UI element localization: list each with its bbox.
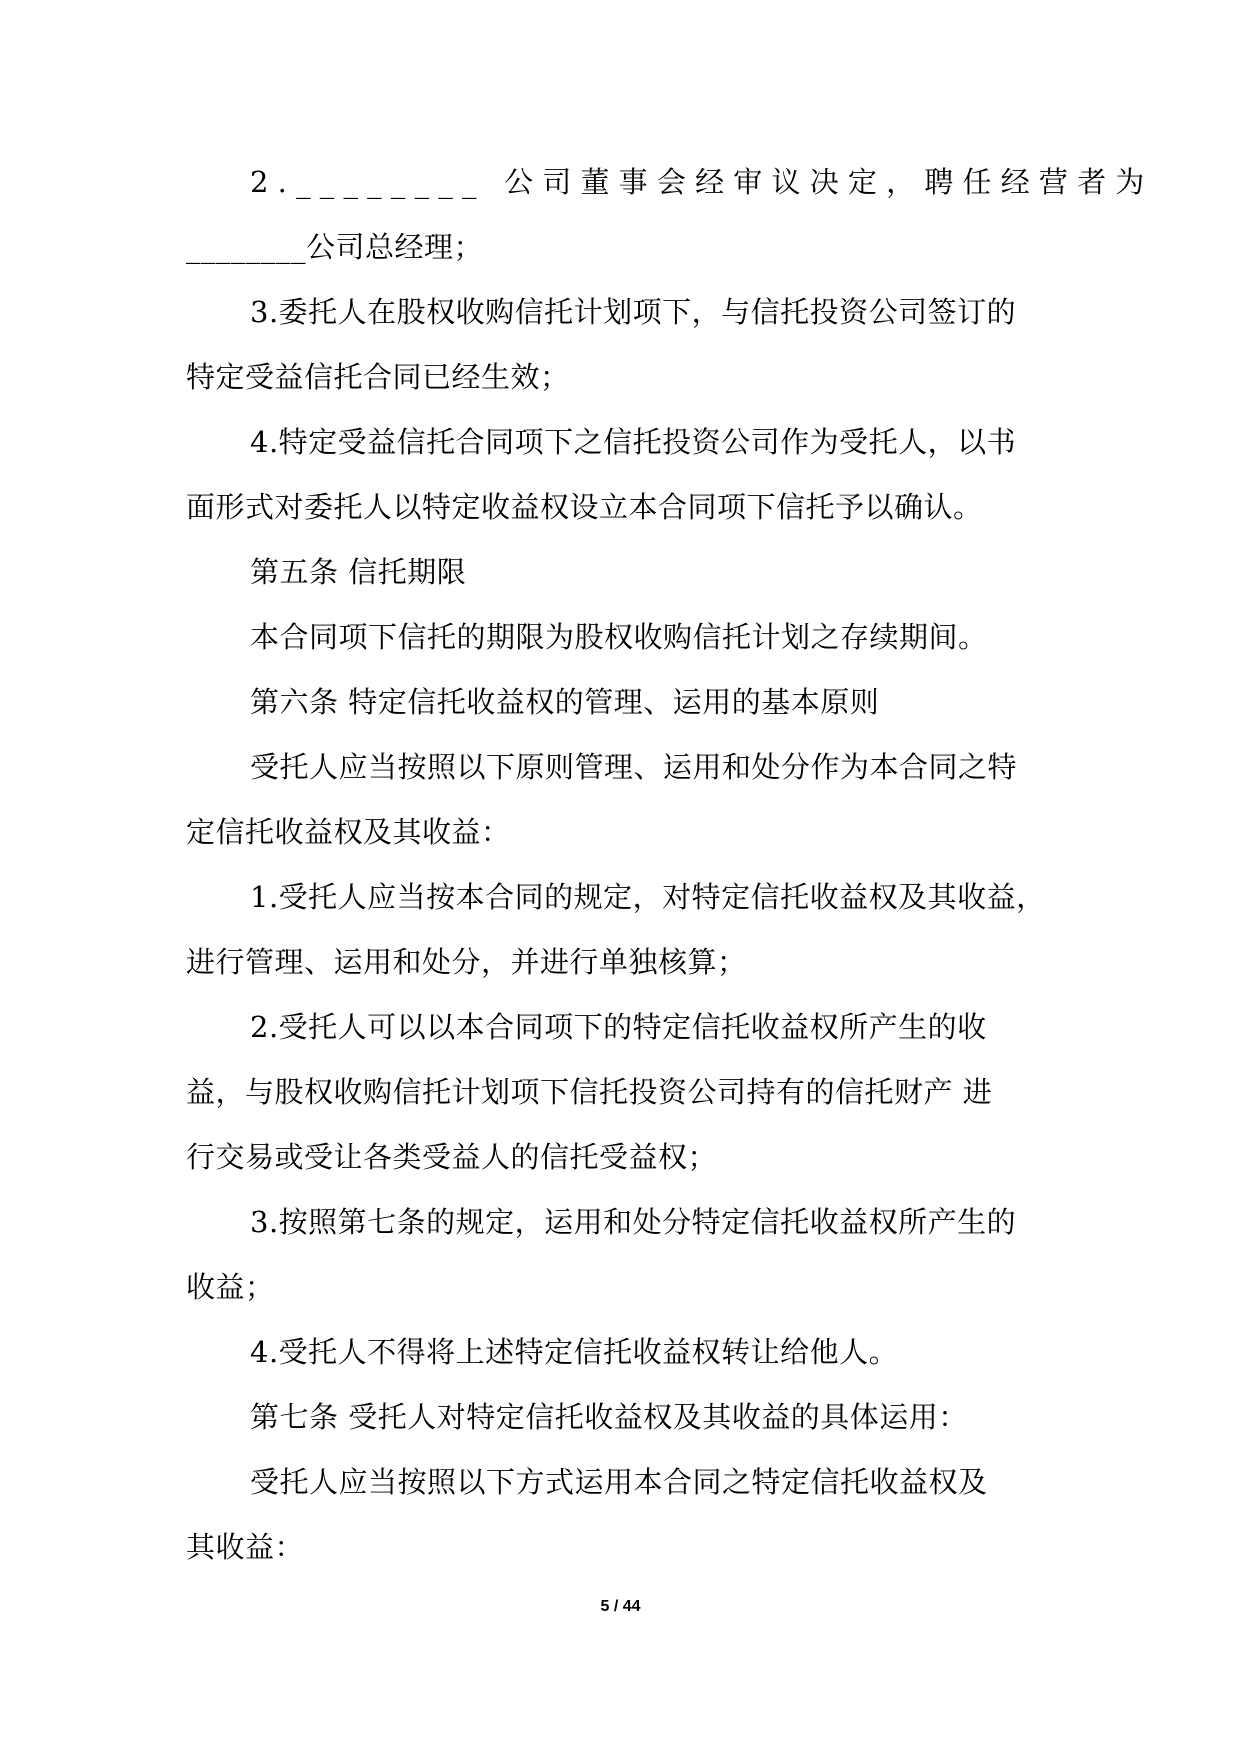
text-line: 3.委托人在股权收购信托计划项下，与信托投资公司签订的 bbox=[250, 295, 1017, 329]
text-line: 4.特定受益信托合同项下之信托投资公司作为受托人，以书 bbox=[250, 425, 1017, 459]
text-line: 定信托收益权及其收益： bbox=[186, 815, 511, 849]
text-line: 益，与股权收购信托计划项下信托投资公司持有的信托财产 进 bbox=[186, 1075, 993, 1109]
text-line: 受托人应当按照以下原则管理、运用和处分作为本合同之特 bbox=[250, 750, 1018, 784]
section-heading: 第六条 特定信托收益权的管理、运用的基本原则 bbox=[250, 685, 880, 719]
text-line: 1.受托人应当按本合同的规定，对特定信托收益权及其收益， bbox=[250, 880, 1046, 914]
document-body bbox=[186, 150, 1154, 1580]
text-line: 进行管理、运用和处分，并进行单独核算； bbox=[186, 945, 747, 979]
text-line: 其收益： bbox=[186, 1530, 305, 1564]
text-line: 3.按照第七条的规定，运用和处分特定信托收益权所产生的 bbox=[250, 1205, 1017, 1239]
text-line: 本合同项下信托的期限为股权收购信托计划之存续期间。 bbox=[250, 620, 988, 654]
text-line: 特定受益信托合同已经生效； bbox=[186, 360, 570, 394]
section-heading: 第五条 信托期限 bbox=[250, 555, 467, 589]
text-line: 4.受托人不得将上述特定信托收益权转让给他人。 bbox=[250, 1335, 899, 1369]
text-line: 收益； bbox=[186, 1270, 275, 1304]
text-line: 2.________ 公司董事会经审议决定，聘任经营者为 bbox=[250, 165, 1154, 199]
text-line: ________公司总经理； bbox=[186, 230, 484, 264]
text-line: 行交易或受让各类受益人的信托受益权； bbox=[186, 1140, 718, 1174]
text-line: 2.受托人可以以本合同项下的特定信托收益权所产生的收 bbox=[250, 1010, 987, 1044]
page-number: 5 / 44 bbox=[600, 1598, 641, 1615]
text-line: 受托人应当按照以下方式运用本合同之特定信托收益权及 bbox=[250, 1465, 988, 1499]
section-heading: 第七条 受托人对特定信托收益权及其收益的具体运用： bbox=[250, 1400, 968, 1434]
text-line: 面形式对委托人以特定收益权设立本合同项下信托予以确认。 bbox=[186, 490, 983, 524]
